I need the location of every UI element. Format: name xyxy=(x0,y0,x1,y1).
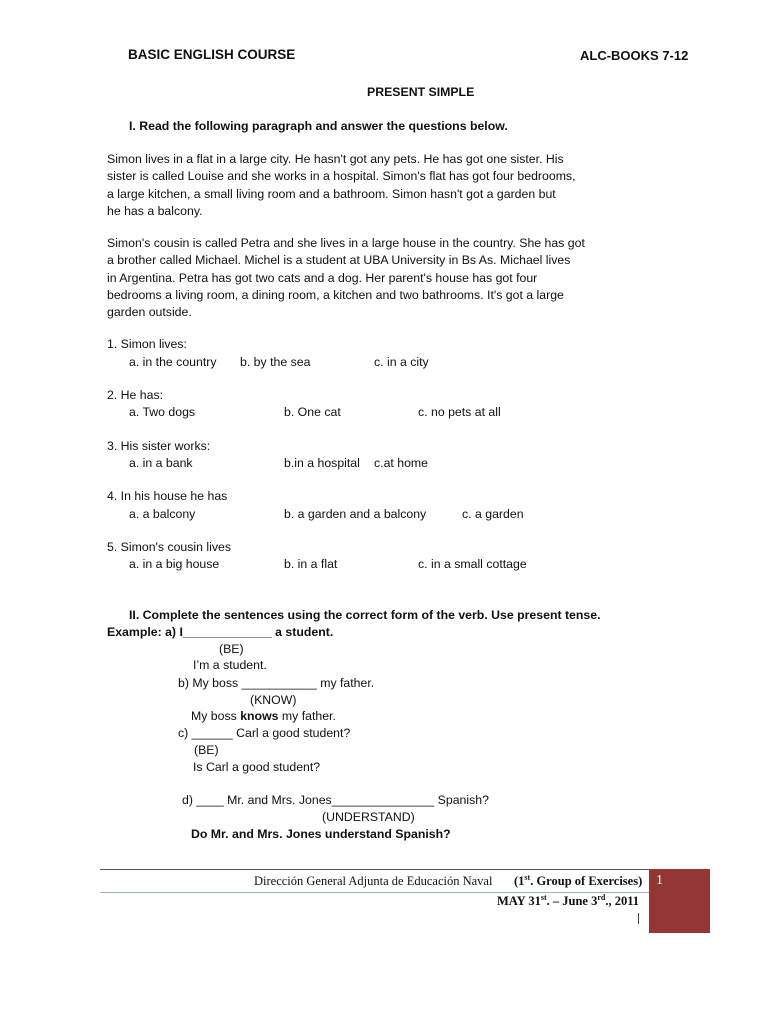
option-c: c. a garden xyxy=(462,507,524,521)
paragraph-line: garden outside. xyxy=(107,305,192,320)
option-c: c. in a city xyxy=(374,355,429,369)
paragraph-line: he has a balcony. xyxy=(107,203,203,218)
page-number: 1 xyxy=(656,873,663,888)
option-a: a. in the country xyxy=(129,355,217,369)
verb-hint: (BE) xyxy=(219,642,244,656)
paragraph-line: sister is called Louise and she works in a hospital. Simon's flat has got four bedrooms, xyxy=(107,169,576,184)
footer-text: MAY 31 xyxy=(497,894,541,908)
section2-heading: II. Complete the sentences using the correct form of the verb. Use present tense. xyxy=(129,608,601,622)
option-b: b. One cat xyxy=(284,405,341,419)
footer-institution: Dirección General Adjunta de Educación Naval xyxy=(254,874,493,888)
page-number-box xyxy=(649,869,710,933)
answer-verb: knows xyxy=(240,709,279,723)
option-b: b. in a flat xyxy=(284,557,338,571)
example-answer: Do Mr. and Mrs. Jones understand Spanish? xyxy=(191,827,451,841)
footer-date xyxy=(497,894,639,909)
exercise-b: b) My boss ___________ my father. xyxy=(178,676,375,690)
example-answer xyxy=(191,709,336,723)
example-answer: I’m a student. xyxy=(193,658,267,672)
footer-text: ., 2011 xyxy=(605,894,640,908)
footer-rule-secondary xyxy=(100,892,649,893)
course-code: ALC-BOOKS 7-12 xyxy=(580,48,689,63)
paragraph-line: bedrooms a living room, a dining room, a kitchen and two bathrooms. It's got a large xyxy=(107,287,564,302)
footer-rule xyxy=(100,869,649,870)
footer-sup: rd xyxy=(597,893,606,902)
paragraph-line: in Argentina. Petra has got two cats and a dog. Her parent's house has got four xyxy=(107,270,538,285)
footer-text: . Group of Exercises) xyxy=(530,874,643,888)
paragraph-2 xyxy=(107,235,585,321)
option-b: b. by the sea xyxy=(240,355,311,369)
question-text: 3. His sister works: xyxy=(107,439,211,453)
question-text: 1. Simon lives: xyxy=(107,337,187,351)
paragraph-line: Simon lives in a flat in a large city. He hasn't got any pets. He has got one sister. His xyxy=(107,152,564,166)
footer-text: . – June 3 xyxy=(546,894,598,908)
option-a: a. Two dogs xyxy=(129,405,196,419)
footer-group xyxy=(514,874,642,889)
option-b: b.in a hospital xyxy=(284,456,360,470)
exercise-c: c) ______ Carl a good student? xyxy=(178,726,351,740)
answer-part: My boss xyxy=(191,709,241,723)
paragraph-line: Simon's cousin is called Petra and she lives in a large house in the country. She has got xyxy=(107,236,585,250)
page-title: PRESENT SIMPLE xyxy=(367,85,475,99)
option-a: a. in a big house xyxy=(129,557,220,571)
section1-heading: I. Read the following paragraph and answer the questions below. xyxy=(129,119,508,133)
paragraph-line: a large kitchen, a small living room and a bathroom. Simon hasn't got a garden but xyxy=(107,186,556,201)
verb-hint: (UNDERSTAND) xyxy=(322,810,415,824)
footer-sup: st xyxy=(540,893,547,902)
example-a: Example: a) I_____________ a student. xyxy=(107,625,334,639)
answer-part: my father. xyxy=(278,709,336,723)
option-b: b. a garden and a balcony xyxy=(284,507,427,521)
verb-hint: (BE) xyxy=(194,743,219,757)
question-text: 2. He has: xyxy=(107,388,164,402)
paragraph-line: a brother called Michael. Michel is a student at UBA University in Bs As. Michael lives xyxy=(107,253,571,268)
option-a: a. in a bank xyxy=(129,456,193,470)
course-title: BASIC ENGLISH COURSE xyxy=(128,47,296,62)
question-text: 4. In his house he has xyxy=(107,489,228,503)
paragraph-1 xyxy=(107,151,576,220)
option-c: c. in a small cottage xyxy=(418,557,527,571)
question-text: 5. Simon's cousin lives xyxy=(107,540,232,554)
footer-sup: st xyxy=(524,873,531,882)
option-c: c. no pets at all xyxy=(418,405,501,419)
exercise-d: d) ____ Mr. and Mrs. Jones_______________ Spanish? xyxy=(182,793,489,807)
option-a: a. a balcony xyxy=(129,507,196,521)
text-cursor xyxy=(638,913,639,924)
footer-text: (1 xyxy=(514,874,525,888)
option-c: c.at home xyxy=(374,456,428,470)
verb-hint: (KNOW) xyxy=(250,693,297,707)
example-answer: Is Carl a good student? xyxy=(193,760,321,774)
